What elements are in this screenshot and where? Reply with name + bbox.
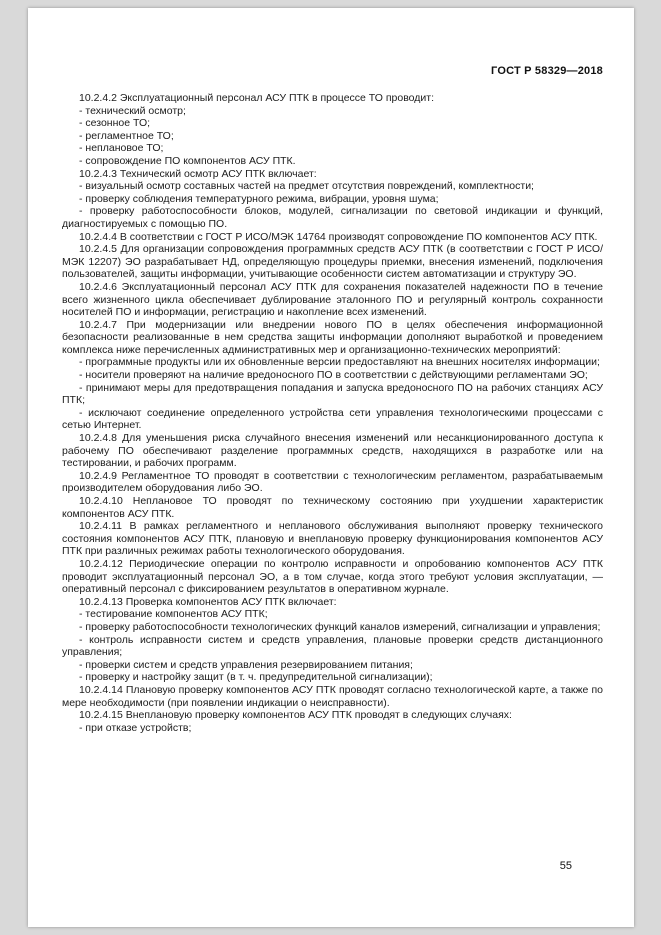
list-item: - проверку соблюдения температурного режима, вибрации, уровня шума; [79,192,439,205]
paragraph: 10.2.4.15 Внеплановую проверку компонентов АСУ ПТК проводят в следующих случаях: [79,709,512,722]
paragraph: 10.2.4.6 Эксплуатационный персонал АСУ ПТК для сохранения показателей надежности ПО в течение всего жизненного цикла обеспечивает дублирование эталонного ПО и регулярный контроль сохранности носителей ПО и информации, регистрацию и накопление всех изменений. [62,280,603,319]
paragraph: 10.2.4.13 Проверка компонентов АСУ ПТК включает: [79,595,337,608]
paragraph: 10.2.4.14 Плановую проверку компонентов АСУ ПТК проводят согласно технологической карте, а также по мере необходимости (при появлении индикации о неисправности). [62,683,603,709]
list-item: - сопровождение ПО компонентов АСУ ПТК. [79,154,296,167]
list-item: - сезонное ТО; [79,117,151,130]
list-item: - регламентное ТО; [79,129,174,142]
paragraph: 10.2.4.2 Эксплуатационный персонал АСУ ПТК в процессе ТО проводит: [79,92,434,104]
list-item: - контроль исправности систем и средств управления, плановые проверки средств дистанционного управления; [62,633,603,659]
paragraph: 10.2.4.11 В рамках регламентного и непланового обслуживания выполняют проверку технического состояния компонентов АСУ ПТК, плановую и внеплановую проверку функционирования компонентов АСУ ПТК при различных режимах работы технологического оборудования. [62,520,603,558]
document-body [62,92,603,734]
paragraph: 10.2.4.12 Периодические операции по контролю исправности и опробованию компонентов АСУ ПТК проводит эксплуатационный персонал ЭО, а в том случае, когда этого требуют условия эксплуатации, — оперативный персонал с фиксированием результатов в оперативном журнале. [62,557,603,596]
list-item: - тестирование компонентов АСУ ПТК; [79,608,268,621]
list-item: - технический осмотр; [79,104,186,117]
paragraph: 10.2.4.5 Для организации сопровождения программных средств АСУ ПТК (в соответствии с ГОСТ Р ИСО/МЭК 12207) ЭО разрабатывает НД, определяющую процедуры приемки, внесения изменений, подключения пользователей, защиты информации, учитывающие особенности систем автоматизации и структуру ЭО. [62,243,603,281]
list-item: - проверку и настройку защит (в т. ч. предупредительной сигнализации); [79,671,433,684]
paragraph: 10.2.4.4 В соответствии с ГОСТ Р ИСО/МЭК 14764 производят сопровождение ПО компонентов АСУ ПТК. [79,230,598,243]
list-item: - проверку работоспособности блоков, модулей, сигнализации по световой индикации и функций, диагностируемых с помощью ПО. [62,205,603,230]
list-item: - исключают соединение определенного устройства сети управления технологическими процессами с сетью Интернет. [62,406,603,432]
paragraph: 10.2.4.8 Для уменьшения риска случайного внесения изменений или несанкционированного доступа к рабочему ПО обеспечивают разделение программных средств, находящихся в разработке или на тестировании, и рабочих программ. [62,432,603,470]
list-item: - при отказе устройств; [79,721,192,734]
list-item: - принимают меры для предотвращения попадания и запуска вредоносного ПО на рабочих станциях АСУ ПТК; [62,381,603,407]
paragraph: 10.2.4.10 Неплановое ТО проводят по техническому состоянию при ухудшении характеристик компонентов АСУ ПТК. [62,495,603,520]
list-item: - проверку работоспособности технологических функций каналов измерений, сигнализации и управления; [79,620,601,633]
list-item: - носители проверяют на наличие вредоносного ПО в соответствии с действующими регламентами ЭО; [79,369,588,382]
paragraph: 10.2.4.3 Технический осмотр АСУ ПТК включает: [79,167,317,180]
list-item: - визуальный осмотр составных частей на предмет отсутствия повреждений, комплектности; [79,180,534,193]
page-content [62,65,603,927]
list-item: - неплановое ТО; [79,142,164,155]
document-header-gost-number: ГОСТ Р 58329—2018 [491,65,603,77]
list-item: - программные продукты или их обновленные версии предоставляют на внешних носителях информации; [79,356,600,369]
paragraph: 10.2.4.7 При модернизации или внедрении нового ПО в целях обеспечения информационной безопасности реализованные в нем средства защиты информации дополняют выработкой и проведением комплекса ниже перечисленных административных мер и организационно-технических мероприятий: [62,318,603,356]
document-page [28,8,634,927]
list-item: - проверки систем и средств управления резервированием питания; [79,658,413,671]
page-number: 55 [559,860,572,872]
paragraph: 10.2.4.9 Регламентное ТО проводят в соответствии с технологическим регламентом, разрабатываемым производителем оборудования либо ЭО. [62,469,603,495]
